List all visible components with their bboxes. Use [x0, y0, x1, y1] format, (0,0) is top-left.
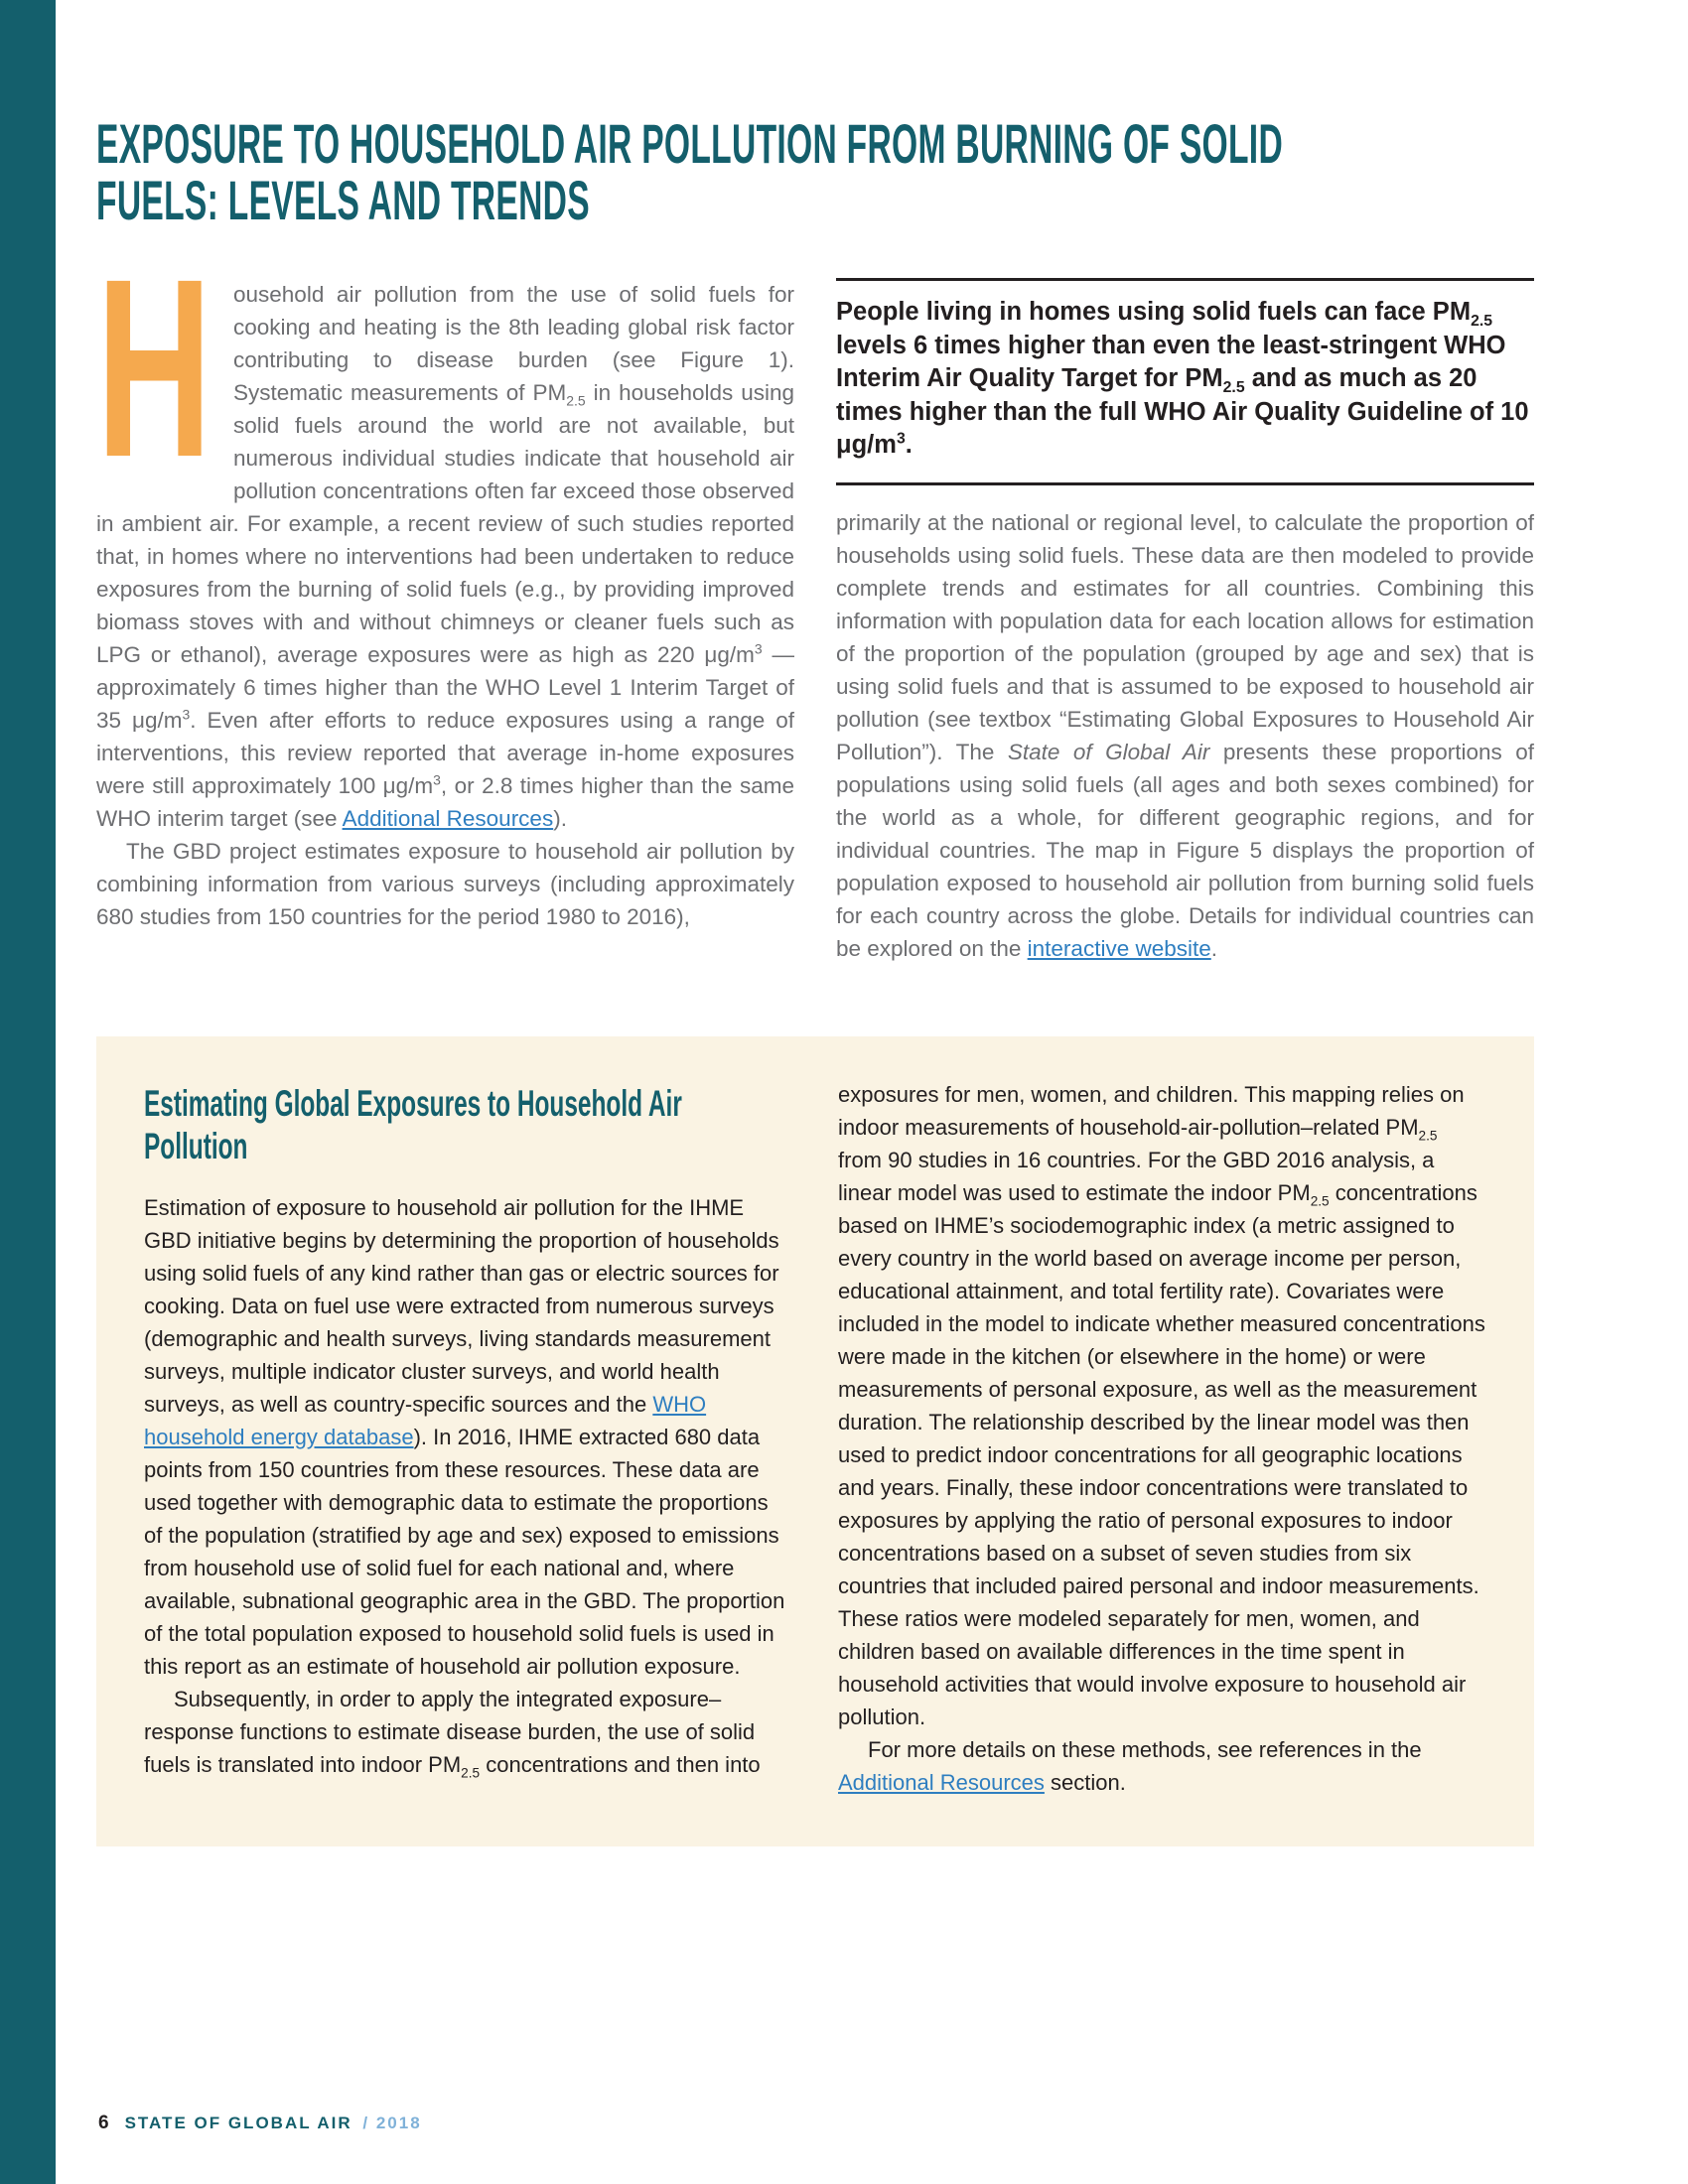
textbox-paragraph-1: Estimation of exposure to household air pollution for the IHME GBD initiative begins by determining the proportion of households using solid fuels of any kind rather than gas or electric sources for cooking. Data on fuel use were extracted from numerous surveys (demographic and health surveys, living standards measurement surveys, multiple indicator cluster surveys, and world health surveys, as well as country-specific sources and the WHO household energy database). In 2016, IHME extracted 680 data points from 150 countries from these resources. These data are used together with demographic data to estimate the proportions of the population (stratified by age and sex) exposed to emissions from household use of solid fuel for each national and, where available, subnational geographic area in the GBD. The proportion of the total population exposed to household solid fuels is used in this report as an estimate of household air pollution exposure.: [144, 1194, 785, 1679]
interactive-website-link[interactable]: interactive website: [1027, 935, 1211, 961]
superscript: 3: [896, 430, 906, 448]
textbox-left-column: [144, 1078, 792, 1799]
textbox-paragraph-3: exposures for men, women, and children. This mapping relies on indoor measurements of household-air-pollution–related $PM_{2.5}$ from 90 studies in 16 countries. For the GBD 2016 analysis, a linear model was used to estimate the indoor $PM_{2.5}$ concentrations based on IHME’s sociodemographic index (a metric assigned to every country in the world based on average income per person, educational attainment, and total fertility rate). Covariates were included in the model to indicate whether measured concentrations were made in the kitchen (or elsewhere in the home) or were measurements of personal exposure, as well as the measurement duration. The relationship described by the linear model was then used to predict indoor concentrations for all geographic locations and years. Finally, these indoor concentrations were translated to exposures by applying the ratio of personal exposures to indoor concentrations based on a subset of seven studies from six countries that included paired personal and indoor measurements. These ratios were modeled separately for men, women, and children based on available differences in the time spent in household activities that would involve exposure to household air pollution.: [838, 1081, 1485, 1729]
textbox-paragraph-4: For more details on these methods, see references in the Additional Resources section.: [838, 1736, 1422, 1795]
subscript: 2.5: [461, 1764, 481, 1780]
subscript: 2.5: [1471, 313, 1493, 331]
page-accent-bar: [0, 0, 56, 2184]
subscript: 2.5: [1418, 1127, 1438, 1143]
left-column: [96, 226, 795, 965]
estimating-exposures-textbox: [96, 1036, 1534, 1846]
italic-text: State of Global Air: [1007, 739, 1210, 764]
textbox-heading-line2: Pollution: [144, 1125, 248, 1166]
right-paragraph-1: primarily at the national or regional level, to calculate the proportion of households using solid fuels. These data are then modeled to provide complete trends and estimates for all countries. Combining this information with population data for each location allows for estimation of the proportion of the population (grouped by age and sex) that is using solid fuels and that is assumed to be exposed to household air pollution (see textbox “Estimating Global Exposures to Household Air Pollution”). The State of Global Air presents these proportions of populations using solid fuels (all ages and both sexes combined) for the world as a whole, for different geographic regions, and for individual countries. The map in Figure 5 displays the proportion of population exposed to household air pollution from burning solid fuels for each country across the globe. Details for individual countries can be explored on the interactive website.: [836, 509, 1534, 961]
textbox-right-column: [838, 1078, 1486, 1799]
right-column: [836, 278, 1534, 965]
additional-resources-link-2[interactable]: Additional Resources: [838, 1769, 1045, 1795]
additional-resources-link[interactable]: Additional Resources: [342, 806, 554, 831]
page-title-line1: EXPOSURE TO HOUSEHOLD AIR POLLUTION FROM BURNING OF SOLID: [96, 112, 1284, 175]
main-columns: [96, 226, 1534, 965]
textbox-columns: [144, 1078, 1486, 1799]
footer-brand: STATE OF GLOBAL AIR: [124, 2114, 352, 2132]
intro-paragraph-2: The GBD project estimates exposure to household air pollution by combining information from various surveys (including approximately 680 studies from 150 countries for the period 1980 to 2016),: [96, 839, 794, 929]
dropcap: [96, 226, 215, 510]
pull-quote: People living in homes using solid fuels can face $PM_{2.5}$ levels 6 times higher than even the least-stringent WHO Interim Air Quality Target for $PM_{2.5}$ and as much as 20 times higher than the full WHO Air Quality Guideline of 10 $\mu g/m^3$.: [836, 278, 1534, 485]
superscript: 3: [433, 771, 441, 788]
superscript: 3: [754, 640, 763, 657]
textbox-paragraph-2: Subsequently, in order to apply the integrated exposure–response functions to estimate disease burden, the use of solid fuels is translated into indoor $PM_{2.5}$ concentrations and then into: [144, 1686, 761, 1780]
page-title: [96, 112, 1534, 231]
who-household-energy-database-link[interactable]: WHO household energy database: [144, 1391, 707, 1449]
page-title-line2: FUELS: LEVELS AND TRENDS: [96, 169, 590, 231]
subscript: 2.5: [1310, 1192, 1330, 1208]
superscript: 3: [182, 706, 191, 723]
page-footer: [98, 2113, 422, 2134]
page-content: [96, 0, 1534, 1846]
page-number: 6: [98, 2113, 109, 2133]
subscript: 2.5: [1222, 379, 1245, 397]
intro-paragraph-1: [96, 226, 795, 835]
subscript: 2.5: [566, 392, 586, 409]
textbox-heading: [144, 1082, 792, 1167]
textbox-heading-line1: Estimating Global Exposures to Household Air: [144, 1082, 682, 1124]
intro-paragraph-1-text: ousehold air pollution from the use of solid fuels for cooking and heating is the 8th leading global risk factor contributing to disease burden (see Figure 1). Systematic measurements of $PM_{2.5}$ in households using solid fuels around the world are not available, but numerous individual studies indicate that household air pollution concentrations often far exceed those observed in ambient air. For example, a recent review of such studies reported that, in homes where no interventions had been undertaken to reduce exposures from the burning of solid fuels (e.g., by providing improved biomass stoves with and without chimneys or cleaner fuels such as LPG or ethanol), average exposures were as high as 220 $\mu g/m^3$ — approximately 6 times higher than the WHO Level 1 Interim Target of 35 $\mu g/m^3$. Even after efforts to reduce exposures using a range of interventions, this review reported that average in-home exposures were still approximately 100 $\mu g/m^3$, or 2.8 times higher than the same WHO interim target (see Additional Resources).: [96, 282, 795, 831]
dropcap-letter: H: [96, 226, 212, 510]
footer-year: / 2018: [362, 2114, 422, 2132]
